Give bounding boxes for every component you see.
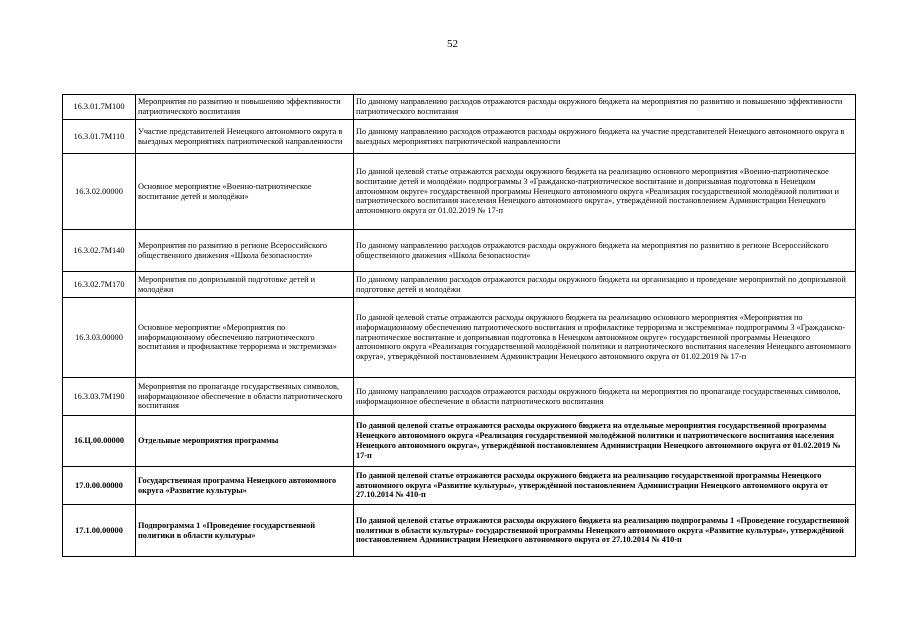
row-name: Мероприятия по развитию в регионе Всероссийского общественного движения «Школа безопасности» [136,230,354,272]
row-name: Основное мероприятие «Военно-патриотическое воспитание детей и молодёжи» [136,154,354,230]
row-description: По данной целевой статье отражаются расходы окружного бюджета на отдельные мероприятия государственной программы Ненецкого автономного округа «Реализация государственной молодёжной политики и патриотического воспитания населения Ненецкого автономного округа», утверждённой постановлением Администрации Ненецкого автономного округа от 01.02.2019 № 17-п [354,416,856,467]
row-code: 16.Ц.00.00000 [63,416,136,467]
row-description: По данной целевой статье отражаются расходы окружного бюджета на реализацию государственной программы Ненецкого автономного округа «Развитие культуры», утверждённой постановлением Администрации Ненецкого автономного округа от 27.10.2014 № 410-п [354,467,856,505]
row-code: 17.0.00.00000 [63,467,136,505]
row-name: Мероприятия по допризывной подготовке детей и молодёжи [136,272,354,298]
row-description: По данной целевой статье отражаются расходы окружного бюджета на реализацию подпрограммы 1 «Проведение государственной политики в области культуры» государственной программы Ненецкого автономного округа «Развитие культуры», утверждённой постановлением Администрации Ненецкого автономного округа от 27.10.2014 № 410-п [354,505,856,557]
page-number: 52 [447,38,458,50]
row-name: Государственная программа Ненецкого автономного округа «Развитие культуры» [136,467,354,505]
row-code: 16.3.02.00000 [63,154,136,230]
row-name: Подпрограмма 1 «Проведение государственной политики в области культуры» [136,505,354,557]
table-row [63,120,856,154]
row-name: Основное мероприятие «Мероприятия по информационному обеспечению патриотического воспитания и профилактике терроризма и экстремизма» [136,298,354,378]
row-code: 16.3.02.7М140 [63,230,136,272]
row-description: По данной целевой статье отражаются расходы окружного бюджета на реализацию основного мероприятия «Мероприятия по информационному обеспечению патриотического воспитания и профилактике терроризма и экстремизма» подпрограммы 3 «Гражданско-патриотическое воспитание и допризывная подготовка в Ненецком автономном округе» государственной программы Ненецкого автономного округа «Реализация государственной молодёжной политики и патриотического воспитания населения Ненецкого автономного округа», утверждённой постановлением Администрации Ненецкого автономного округа от 01.02.2019 № 17-п [354,298,856,378]
row-code: 17.1.00.00000 [63,505,136,557]
table-row [63,416,856,467]
table-row [63,505,856,557]
budget-classification-table [62,94,856,557]
row-code: 16.3.03.7М190 [63,378,136,416]
row-name: Мероприятия по развитию и повышению эффективности патриотического воспитания [136,95,354,120]
row-name: Мероприятия по пропаганде государственных символов, информационное обеспечение в области патриотического воспитания [136,378,354,416]
row-description: По данной целевой статье отражаются расходы окружного бюджета на реализацию основного мероприятия «Военно-патриотическое воспитание детей и молодёжи» подпрограммы 3 «Гражданско-патриотическое воспитание и допризывная подготовка в Ненецком автономном округе» государственной программы Ненецкого автономного округа «Реализация государственной молодёжной политики и патриотического воспитания населения Ненецкого автономного округа», утверждённой постановлением Администрации Ненецкого автономного округа от 01.02.2019 № 17-п [354,154,856,230]
table-row [63,378,856,416]
row-description: По данному направлению расходов отражаются расходы окружного бюджета на мероприятия по пропаганде государственных символов, информационное обеспечение в области патриотического воспитания [354,378,856,416]
row-code: 16.3.01.7М100 [63,95,136,120]
table-row [63,230,856,272]
row-name: Участие представителей Ненецкого автономного округа в выездных мероприятиях патриотической направленности [136,120,354,154]
row-description: По данному направлению расходов отражаются расходы окружного бюджета на мероприятия по развитию и повышению эффективности патриотического воспитания [354,95,856,120]
table-row [63,298,856,378]
table-row [63,154,856,230]
row-description: По данному направлению расходов отражаются расходы окружного бюджета на участие представителей Ненецкого автономного округа в выездных мероприятиях патриотической направленности [354,120,856,154]
row-name: Отдельные мероприятия программы [136,416,354,467]
table-row [63,467,856,505]
row-code: 16.3.03.00000 [63,298,136,378]
table-row [63,272,856,298]
table-row [63,95,856,120]
row-code: 16.3.01.7М110 [63,120,136,154]
row-description: По данному направлению расходов отражаются расходы окружного бюджета на организацию и проведение мероприятий по допризывной подготовке детей и молодёжи [354,272,856,298]
row-description: По данному направлению расходов отражаются расходы окружного бюджета на мероприятия по развитию в регионе Всероссийского общественного движения «Школа безопасности» [354,230,856,272]
row-code: 16.3.02.7М170 [63,272,136,298]
